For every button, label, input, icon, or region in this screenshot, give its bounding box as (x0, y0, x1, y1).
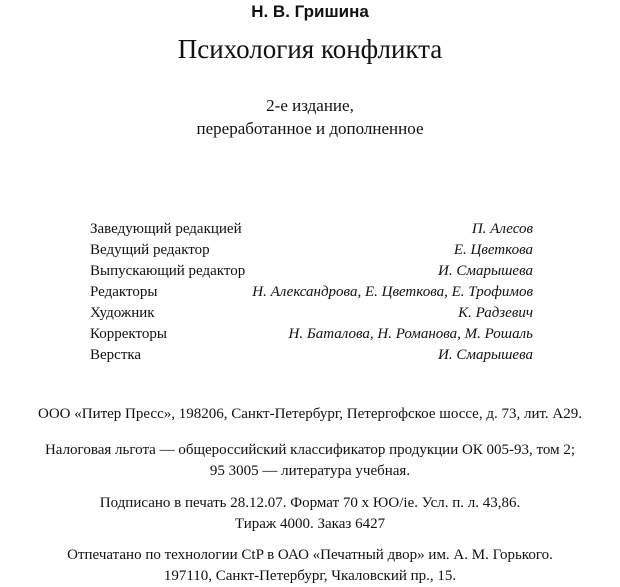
printer-info (0, 545, 620, 587)
book-title: Психология конфликта (177, 34, 443, 64)
staff-name: П. Алесов (471, 221, 533, 237)
printer-line: 197110, Санкт-Петербург, Чкаловский пр., 15. (163, 568, 457, 584)
tax-line: 95 3005 — литература учебная. (209, 463, 411, 479)
staff-role: Художник (90, 305, 155, 321)
edition-line: переработанное и дополненное (196, 119, 424, 138)
staff-role: Корректоры (90, 326, 167, 342)
printer-line: Отпечатано по технологии CtP в ОАО «Печатный двор» им. А. М. Горького. (67, 547, 553, 563)
staff-row (90, 303, 533, 324)
tax-benefit-info (0, 440, 620, 482)
staff-name: И. Смарышева (438, 347, 533, 363)
editorial-staff-list (90, 219, 533, 366)
staff-role: Редакторы (90, 284, 158, 300)
staff-name: Е. Цветкова (453, 242, 533, 258)
staff-row (90, 324, 533, 345)
staff-role: Ведущий редактор (90, 242, 210, 258)
staff-row (90, 219, 533, 240)
staff-role: Выпускающий редактор (90, 263, 246, 279)
tax-line: Налоговая льгота — общероссийский классификатор продукции ОК 005-93, том 2; (44, 442, 576, 458)
staff-row (90, 240, 533, 261)
staff-role: Верстка (90, 347, 142, 363)
edition-line: 2-е издание, (266, 96, 354, 115)
edition-info (0, 94, 620, 140)
print-line: Тираж 4000. Заказ 6427 (234, 516, 386, 532)
staff-row (90, 345, 533, 366)
staff-name: К. Радзевич (458, 305, 533, 321)
staff-name: И. Смарышева (438, 263, 533, 279)
staff-name: Н. Александрова, Е. Цветкова, Е. Трофимов (252, 284, 533, 300)
print-info (0, 493, 620, 535)
publisher-line: ООО «Питер Пресс», 198206, Санкт-Петербург, Петергофское шоссе, д. 73, лит. А29. (37, 406, 582, 422)
staff-row (90, 261, 533, 282)
author-name: Н. В. Гришина (251, 2, 369, 21)
staff-name: Н. Баталова, Н. Романова, М. Рошаль (288, 326, 533, 342)
print-line: Подписано в печать 28.12.07. Формат 70 х ЮО/іе. Усл. п. л. 43,86. (99, 495, 521, 511)
staff-role: Заведующий редакцией (90, 221, 242, 237)
publisher-address (0, 404, 620, 425)
staff-row (90, 282, 533, 303)
